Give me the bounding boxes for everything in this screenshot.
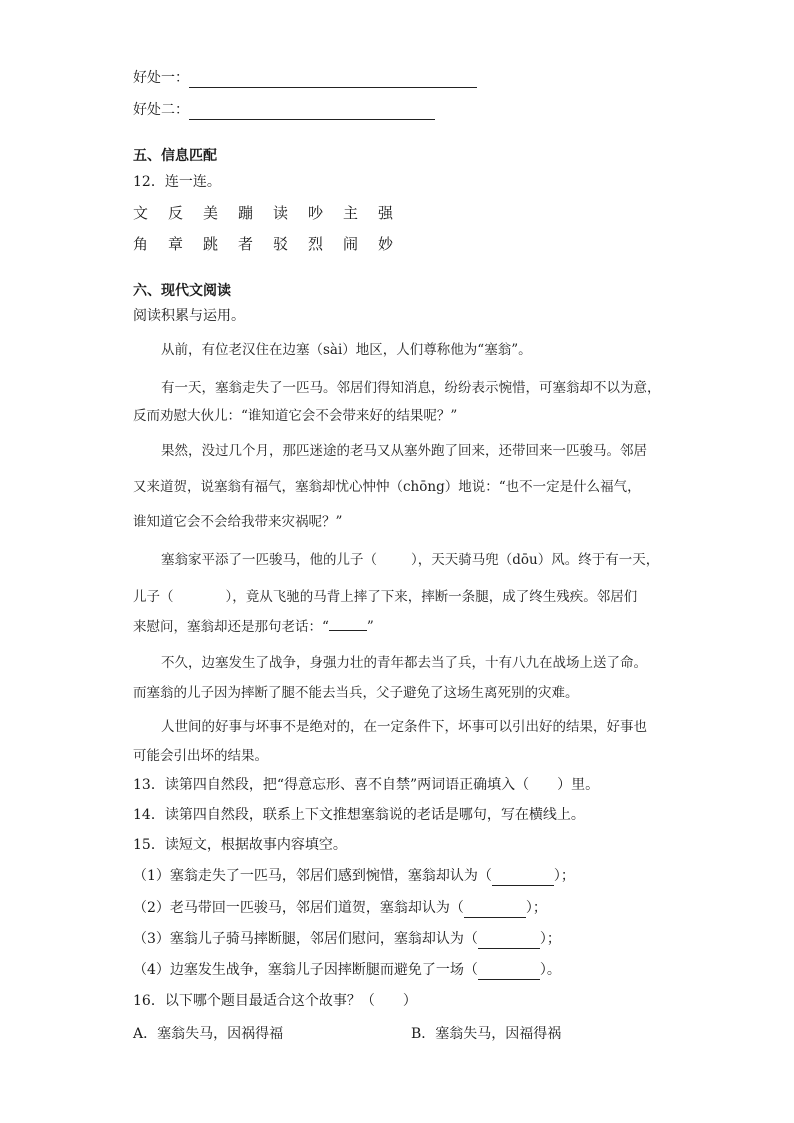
section-6-intro: 阅读积累与运用。 xyxy=(133,308,245,324)
benefit-1-label: 好处一： xyxy=(133,70,189,86)
match-char[interactable]: 反 xyxy=(168,204,184,222)
story-p3c: 谁知道它会不会给我带来灾祸呢？” xyxy=(133,514,343,530)
story-p6b: 可能会引出坏的结果。 xyxy=(133,748,268,764)
q15-item-1-blank[interactable] xyxy=(492,871,554,886)
question-12: 12．连一连。 xyxy=(133,174,221,190)
story-p3a: 果然，没过几个月，那匹迷途的老马又从塞外跑了回来，还带回来一匹骏马。邻居 xyxy=(161,443,647,459)
match-char[interactable]: 吵 xyxy=(308,204,324,222)
q15-item-2-blank[interactable] xyxy=(464,903,526,918)
q15-item-2-text: （2）老马带回一匹骏马，邻居们道贺，塞翁却认为（ xyxy=(133,900,464,916)
q15-item-3-text: （3）塞翁儿子骑马摔断腿，邻居们慰问，塞翁却认为（ xyxy=(133,931,478,947)
question-14: 14．读第四自然段，联系上下文推想塞翁说的老话是哪句，写在横线上。 xyxy=(133,807,585,823)
story-p4a xyxy=(161,550,659,570)
q15-item-4 xyxy=(133,960,561,980)
match-char[interactable]: 者 xyxy=(238,235,254,253)
q15-item-4-end: ）。 xyxy=(539,962,561,978)
q15-item-1-end: ）； xyxy=(553,868,575,884)
benefit-1-blank[interactable] xyxy=(189,73,477,88)
match-char[interactable]: 烈 xyxy=(308,235,324,253)
match-char[interactable]: 跳 xyxy=(203,235,219,253)
story-p5a: 不久，边塞发生了战争，身强力壮的青年都去当了兵，十有八九在战场上送了命。 xyxy=(161,655,647,671)
benefit-2-blank[interactable] xyxy=(189,105,435,120)
story-p4b xyxy=(133,587,637,607)
match-char[interactable]: 强 xyxy=(378,204,394,222)
section-5-title: 五、信息匹配 xyxy=(133,148,217,164)
question-13: 13．读第四自然段，把“得意忘形、喜不自禁”两词语正确填入（ ）里。 xyxy=(133,777,600,793)
option-b[interactable]: B．塞翁失马，因福得祸 xyxy=(411,1026,562,1042)
story-p4c xyxy=(133,617,374,637)
benefit-1-line xyxy=(133,68,477,88)
story-p4c-part2: ” xyxy=(366,619,374,635)
q15-item-4-text: （4）边塞发生战争，塞翁儿子因摔断腿而避免了一场（ xyxy=(133,962,478,978)
section-6-title: 六、现代文阅读 xyxy=(133,283,231,299)
match-char[interactable]: 读 xyxy=(273,204,289,222)
q15-item-3-blank[interactable] xyxy=(478,934,540,949)
q15-item-2 xyxy=(133,898,547,918)
q15-item-1 xyxy=(133,866,575,886)
story-p3b: 又来道贺，说塞翁有福气，塞翁却忧心忡忡（chōng）地说：“也不一定是什么福气， xyxy=(133,479,641,495)
match-char[interactable]: 主 xyxy=(343,204,359,222)
match-char[interactable]: 文 xyxy=(133,204,149,222)
match-char[interactable]: 章 xyxy=(168,235,184,253)
match-char[interactable]: 闹 xyxy=(343,235,359,253)
match-char[interactable]: 蹦 xyxy=(238,204,254,222)
q15-item-2-end: ）； xyxy=(525,900,547,916)
question-16: 16．以下哪个题目最适合这个故事？（ ） xyxy=(133,993,417,1009)
q15-item-3-end: ）； xyxy=(539,931,561,947)
q15-item-4-blank[interactable] xyxy=(478,965,540,980)
match-char[interactable]: 美 xyxy=(203,204,219,222)
story-p1: 从前，有位老汉住在边塞（sài）地区，人们尊称他为“塞翁”。 xyxy=(161,342,532,358)
story-p4b-part1: 儿子（ xyxy=(133,589,174,605)
story-p4b-part2: ），竟从飞驰的马背上摔了下来，摔断一条腿，成了终生残疾。邻居们 xyxy=(225,589,638,605)
match-char[interactable]: 驳 xyxy=(273,235,289,253)
q15-item-3 xyxy=(133,929,561,949)
benefit-2-label: 好处二： xyxy=(133,102,189,118)
old-saying-blank[interactable] xyxy=(329,618,367,631)
story-p4c-part1: 来慰问，塞翁却还是那句老话：“ xyxy=(133,619,329,635)
story-p2b: 反而劝慰大伙儿：“谁知道它会不会带来好的结果呢？” xyxy=(133,408,458,424)
match-char[interactable]: 妙 xyxy=(378,235,394,253)
benefit-2-line xyxy=(133,100,435,120)
q15-item-1-text: （1）塞翁走失了一匹马，邻居们感到惋惜，塞翁却认为（ xyxy=(133,868,492,884)
story-p4a-part1: 塞翁家平添了一匹骏马，他的儿子（ xyxy=(161,552,377,568)
story-p2a: 有一天，塞翁走失了一匹马。邻居们得知消息，纷纷表示惋惜，可塞翁却不以为意， xyxy=(161,380,661,396)
story-p6a: 人世间的好事与坏事不是绝对的，在一定条件下，坏事可以引出好的结果，好事也 xyxy=(161,719,647,735)
match-char[interactable]: 角 xyxy=(133,235,149,253)
option-a[interactable]: A．塞翁失马，因祸得福 xyxy=(133,1026,284,1042)
story-p4a-part2: ），天天骑马兜（dōu）风。终于有一天， xyxy=(411,552,660,568)
story-p5b: 而塞翁的儿子因为摔断了腿不能去当兵，父子避免了这场生离死别的灾难。 xyxy=(133,685,579,701)
question-15: 15．读短文，根据故事内容填空。 xyxy=(133,837,347,853)
